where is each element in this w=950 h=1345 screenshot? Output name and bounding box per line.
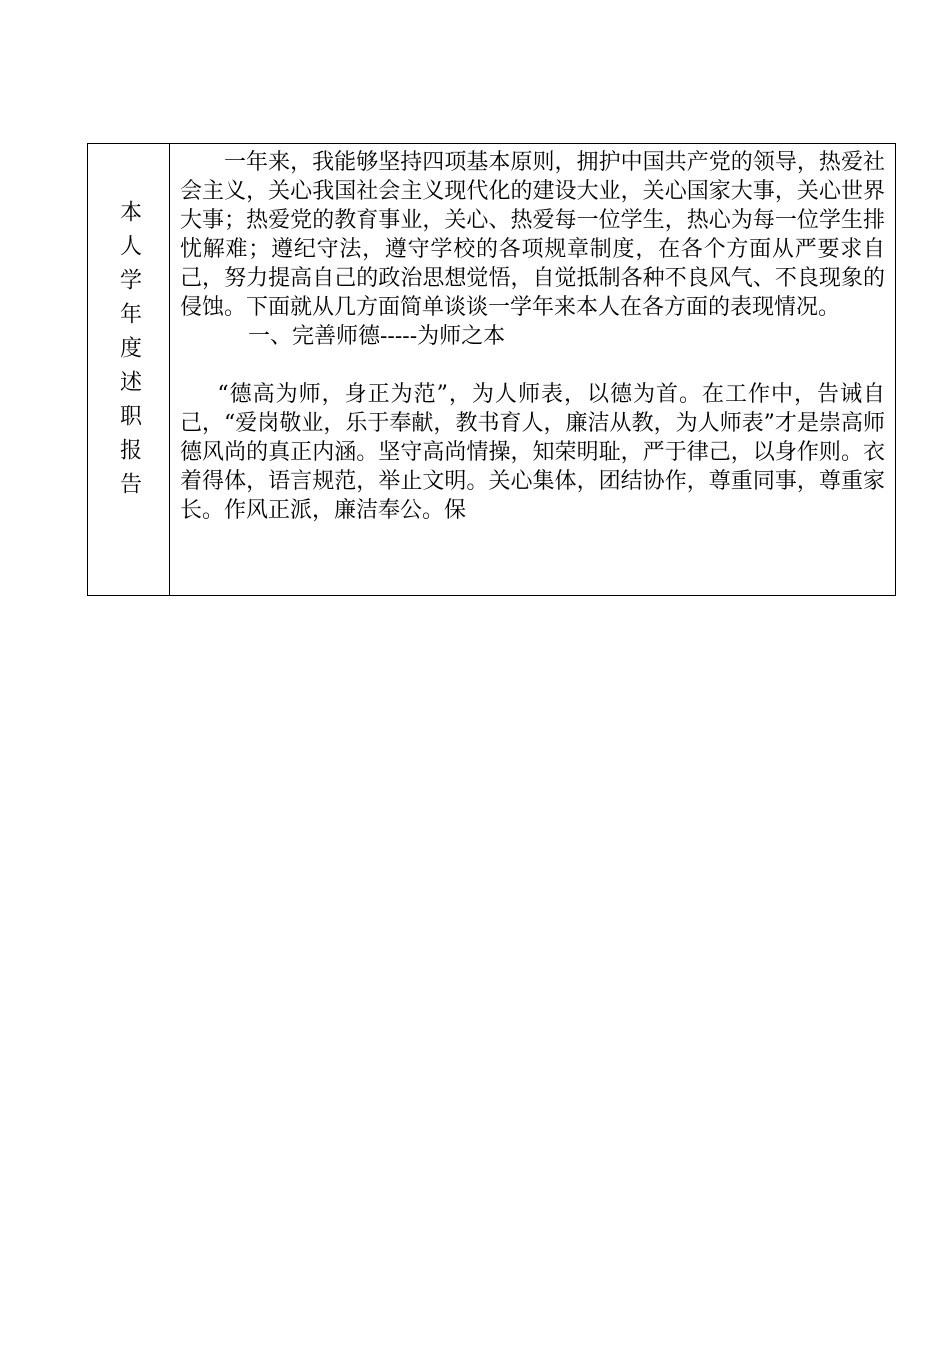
section-heading: 一、完善师德-----为师之本 bbox=[248, 324, 506, 349]
report-label: 本人学年度述职报告 bbox=[116, 200, 142, 506]
paragraph-spacer bbox=[180, 351, 885, 380]
report-table bbox=[87, 143, 896, 596]
intro-paragraph: 一年来，我能够坚持四项基本原则，拥护中国共产党的领导，热爱社会主义，关心我国社会主义现代化的建设大业，关心国家大事，关心世界大事；热爱党的教育事业，关心、热爱每一位学生，热心为每一位学生排忧解难；遵纪守法，遵守学校的各项规章制度，在各个方面从严要求自己，努力提高自己的政治思想觉悟，自觉抵制各种不良风气、不良现象的侵蚀。下面就从几方面简单谈谈一学年来本人在各方面的表现情况。 bbox=[180, 150, 885, 320]
report-label-cell bbox=[88, 144, 170, 595]
report-content-cell bbox=[170, 144, 895, 595]
section-paragraph: “德高为师，身正为范”，为人师表，以德为首。在工作中，告诫自己，“爱岗敬业，乐于奉献，教书育人，廉洁从教，为人师表”才是崇高师德风尚的真正内涵。坚守高尚情操，知荣明耻，严于律己，以身作则。衣着得体，语言规范，举止文明。关心集体，团结协作，尊重同事，尊重家长。作风正派，廉洁奉公。保 bbox=[180, 382, 885, 523]
